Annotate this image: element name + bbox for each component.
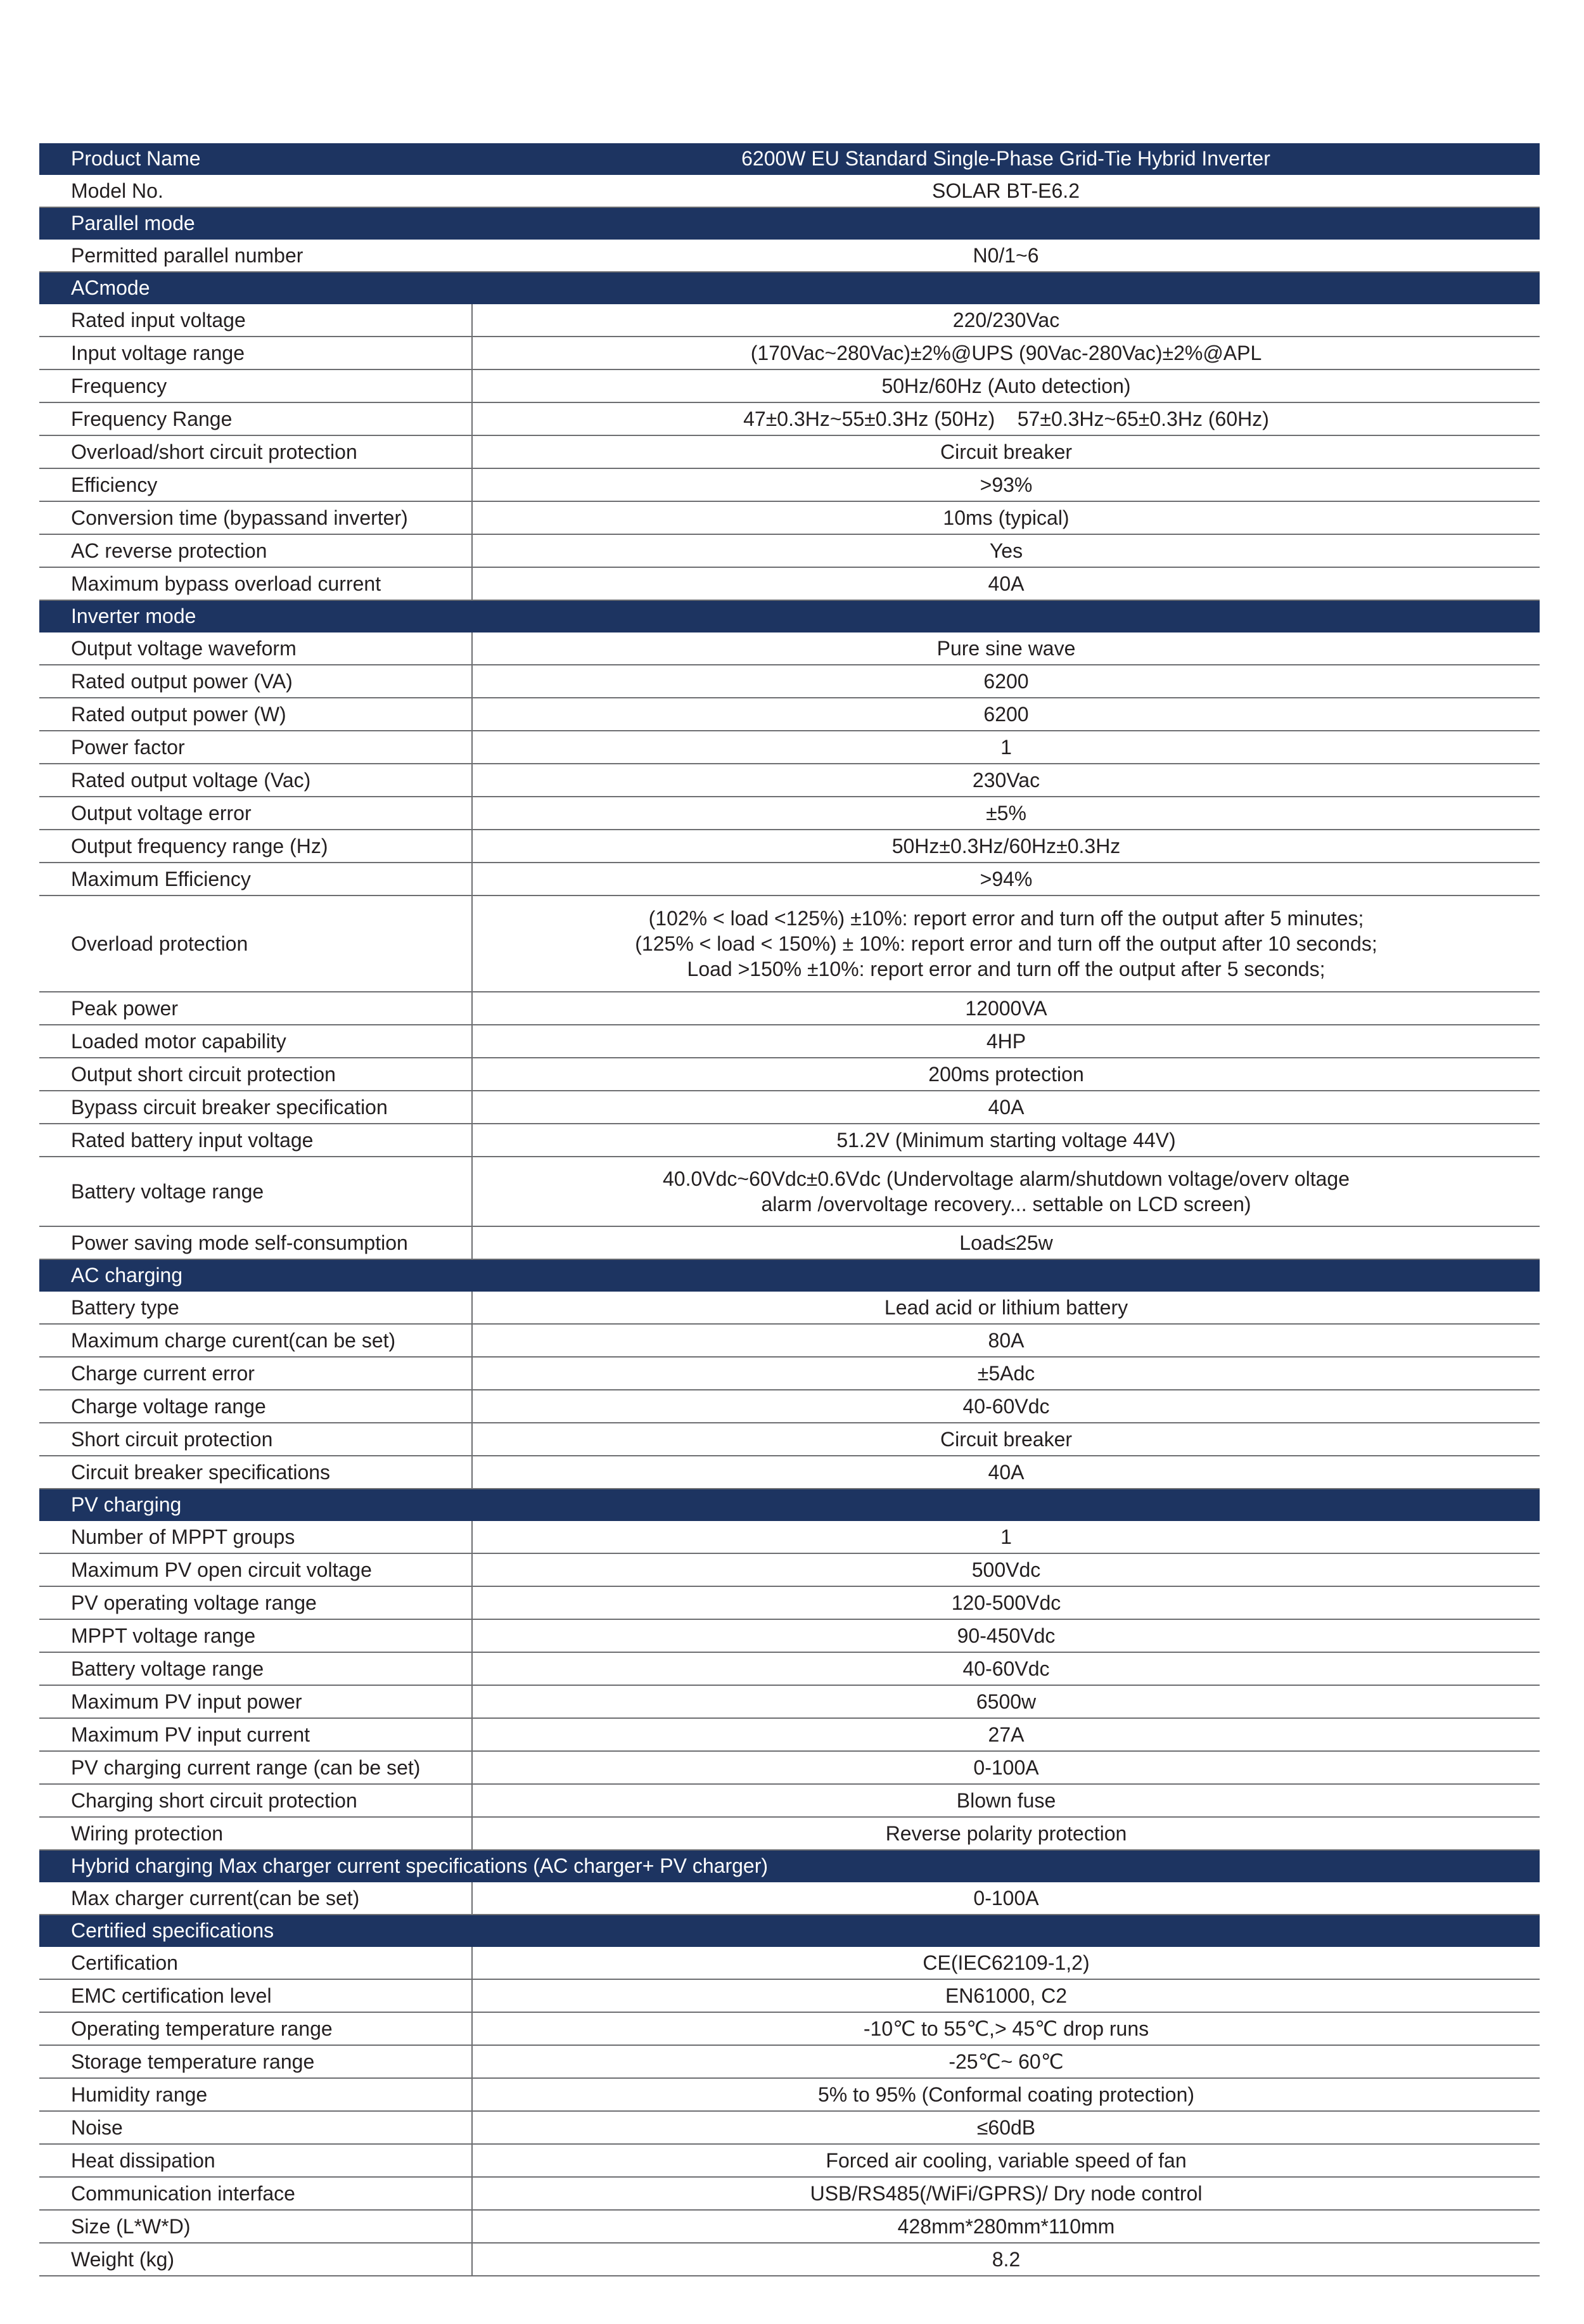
- spec-label: Output voltage waveform: [39, 632, 472, 665]
- spec-value: 27A: [472, 1718, 1540, 1751]
- spec-value: >93%: [472, 468, 1540, 501]
- spec-value: ±5Adc: [472, 1357, 1540, 1390]
- spec-label: Conversion time (bypassand inverter): [39, 501, 472, 534]
- section-title: Hybrid charging Max charger current specifications (AC charger+ PV charger): [39, 1850, 1540, 1882]
- spec-label: Wiring protection: [39, 1817, 472, 1850]
- spec-value: 220/230Vac: [472, 304, 1540, 337]
- spec-row: [39, 1652, 1540, 1685]
- spec-value: 6500w: [472, 1685, 1540, 1718]
- section-header-inverter-mode: [39, 600, 1540, 632]
- spec-row: [39, 632, 1540, 665]
- spec-label: Overload/short circuit protection: [39, 435, 472, 468]
- spec-label: Maximum PV input power: [39, 1685, 472, 1718]
- product-name-row: [39, 143, 1540, 174]
- spec-row: [39, 1390, 1540, 1423]
- spec-value: (170Vac~280Vac)±2%@UPS (90Vac-280Vac)±2%@APL: [472, 337, 1540, 369]
- spec-label: Rated output power (VA): [39, 665, 472, 698]
- spec-label: Loaded motor capability: [39, 1025, 472, 1058]
- spec-label: Frequency Range: [39, 402, 472, 435]
- spec-label: Bypass circuit breaker specification: [39, 1091, 472, 1124]
- spec-label: Max charger current(can be set): [39, 1882, 472, 1915]
- spec-value: Forced air cooling, variable speed of fan: [472, 2144, 1540, 2177]
- spec-row: [39, 2243, 1540, 2276]
- spec-value: 200ms protection: [472, 1058, 1540, 1091]
- spec-row: [39, 1553, 1540, 1586]
- spec-label: Rated output power (W): [39, 698, 472, 731]
- spec-label: Input voltage range: [39, 337, 472, 369]
- spec-value: 8.2: [472, 2243, 1540, 2276]
- spec-value: 5% to 95% (Conformal coating protection): [472, 2078, 1540, 2111]
- spec-value: -10℃ to 55℃,> 45℃ drop runs: [472, 2012, 1540, 2045]
- spec-value: 50Hz±0.3Hz/60Hz±0.3Hz: [472, 830, 1540, 863]
- spec-value: ≤60dB: [472, 2111, 1540, 2144]
- spec-label: Charge voltage range: [39, 1390, 472, 1423]
- section-title: Parallel mode: [39, 207, 1540, 239]
- section-header-ac-charging: [39, 1259, 1540, 1291]
- spec-value: CE(IEC62109-1,2): [472, 1946, 1540, 1979]
- spec-row: [39, 764, 1540, 797]
- spec-label: Overload protection: [39, 896, 472, 992]
- spec-value: -25℃~ 60℃: [472, 2045, 1540, 2078]
- model-value: SOLAR BT-E6.2: [472, 174, 1540, 207]
- spec-row: [39, 1520, 1540, 1553]
- spec-row: [39, 863, 1540, 896]
- product-name-value: 6200W EU Standard Single-Phase Grid-Tie Hybrid Inverter: [472, 143, 1540, 174]
- spec-row-battery-voltage-range: [39, 1157, 1540, 1226]
- spec-value: 40A: [472, 1456, 1540, 1489]
- spec-label: Power factor: [39, 731, 472, 764]
- spec-label: Maximum PV open circuit voltage: [39, 1553, 472, 1586]
- spec-row: [39, 2078, 1540, 2111]
- spec-row: [39, 468, 1540, 501]
- spec-row: [39, 1291, 1540, 1324]
- spec-row: [39, 2111, 1540, 2144]
- spec-value: 40-60Vdc: [472, 1652, 1540, 1685]
- spec-value: EN61000, C2: [472, 1979, 1540, 2012]
- spec-value: 1: [472, 1520, 1540, 1553]
- spec-row: [39, 665, 1540, 698]
- spec-label: Weight (kg): [39, 2243, 472, 2276]
- spec-label: Peak power: [39, 992, 472, 1025]
- spec-row: [39, 1586, 1540, 1619]
- spec-value: 0-100A: [472, 1882, 1540, 1915]
- spec-value: 90-450Vdc: [472, 1619, 1540, 1652]
- spec-value: 80A: [472, 1324, 1540, 1357]
- spec-value: Circuit breaker: [472, 435, 1540, 468]
- spec-row: [39, 1124, 1540, 1157]
- spec-label: EMC certification level: [39, 1979, 472, 2012]
- spec-value: ±5%: [472, 797, 1540, 830]
- spec-label: Noise: [39, 2111, 472, 2144]
- spec-label: Maximum PV input current: [39, 1718, 472, 1751]
- spec-label: MPPT voltage range: [39, 1619, 472, 1652]
- spec-label: Heat dissipation: [39, 2144, 472, 2177]
- spec-row: [39, 1751, 1540, 1784]
- spec-value: 40A: [472, 1091, 1540, 1124]
- spec-value-line: (125% < load < 150%) ± 10%: report error and turn off the output after 10 seconds;: [635, 932, 1377, 955]
- spec-label: Efficiency: [39, 468, 472, 501]
- spec-label: Power saving mode self-consumption: [39, 1226, 472, 1259]
- spec-label: Frequency: [39, 369, 472, 402]
- spec-value: Lead acid or lithium battery: [472, 1291, 1540, 1324]
- spec-value: 0-100A: [472, 1751, 1540, 1784]
- spec-label: AC reverse protection: [39, 534, 472, 567]
- spec-row: [39, 1025, 1540, 1058]
- spec-value: 1: [472, 731, 1540, 764]
- spec-value: N0/1~6: [472, 239, 1540, 272]
- spec-row: [39, 1882, 1540, 1915]
- section-header-certified-specifications: [39, 1915, 1540, 1946]
- spec-row: [39, 1946, 1540, 1979]
- spec-row: [39, 1456, 1540, 1489]
- spec-value-multiline: [472, 896, 1540, 992]
- spec-label: Humidity range: [39, 2078, 472, 2111]
- section-title: ACmode: [39, 272, 1540, 304]
- spec-value: 40A: [472, 567, 1540, 600]
- spec-row: [39, 1226, 1540, 1259]
- spec-value: Pure sine wave: [472, 632, 1540, 665]
- spec-value: Reverse polarity protection: [472, 1817, 1540, 1850]
- spec-value-line: alarm /overvoltage recovery... settable on LCD screen): [761, 1193, 1251, 1216]
- spec-value: 6200: [472, 698, 1540, 731]
- spec-row: [39, 304, 1540, 337]
- spec-value: USB/RS485(/WiFi/GPRS)/ Dry node control: [472, 2177, 1540, 2210]
- spec-row: [39, 1091, 1540, 1124]
- section-header-pv-charging: [39, 1489, 1540, 1520]
- section-header-hybrid-charging: [39, 1850, 1540, 1882]
- spec-row: [39, 402, 1540, 435]
- spec-row: [39, 1685, 1540, 1718]
- spec-value-line: Load >150% ±10%: report error and turn off the output after 5 seconds;: [687, 958, 1325, 980]
- model-label: Model No.: [39, 174, 472, 207]
- spec-value: 500Vdc: [472, 1553, 1540, 1586]
- spec-value: 120-500Vdc: [472, 1586, 1540, 1619]
- spec-value: Yes: [472, 534, 1540, 567]
- spec-row: [39, 797, 1540, 830]
- spec-label: Maximum bypass overload current: [39, 567, 472, 600]
- spec-value: Load≤25w: [472, 1226, 1540, 1259]
- spec-value: 4HP: [472, 1025, 1540, 1058]
- spec-row: [39, 1784, 1540, 1817]
- spec-label: Battery type: [39, 1291, 472, 1324]
- spec-label: Certification: [39, 1946, 472, 1979]
- product-name-label: Product Name: [39, 143, 472, 174]
- section-header-ac-mode: [39, 272, 1540, 304]
- model-row: [39, 174, 1540, 207]
- spec-label: Charge current error: [39, 1357, 472, 1390]
- spec-label: Rated output voltage (Vac): [39, 764, 472, 797]
- spec-row: [39, 1817, 1540, 1850]
- spec-row: [39, 698, 1540, 731]
- spec-row-overload-protection: [39, 896, 1540, 992]
- spec-value: 230Vac: [472, 764, 1540, 797]
- spec-row: [39, 830, 1540, 863]
- spec-value: 50Hz/60Hz (Auto detection): [472, 369, 1540, 402]
- spec-row: [39, 1619, 1540, 1652]
- spec-label: Charging short circuit protection: [39, 1784, 472, 1817]
- section-title: PV charging: [39, 1489, 1540, 1520]
- spec-value: 12000VA: [472, 992, 1540, 1025]
- spec-label: Permitted parallel number: [39, 239, 472, 272]
- spec-value-line: 40.0Vdc~60Vdc±0.6Vdc (Undervoltage alarm/shutdown voltage/overv oltage: [663, 1167, 1350, 1190]
- spec-row: [39, 435, 1540, 468]
- spec-row: [39, 992, 1540, 1025]
- spec-label: Battery voltage range: [39, 1157, 472, 1226]
- spec-label: Storage temperature range: [39, 2045, 472, 2078]
- spec-row: [39, 2210, 1540, 2243]
- spec-row: [39, 731, 1540, 764]
- spec-table: [39, 143, 1540, 2276]
- spec-value: 10ms (typical): [472, 501, 1540, 534]
- spec-row: [39, 369, 1540, 402]
- spec-row: [39, 239, 1540, 272]
- spec-row: [39, 1979, 1540, 2012]
- spec-label: Battery voltage range: [39, 1652, 472, 1685]
- spec-row: [39, 1058, 1540, 1091]
- spec-label: Operating temperature range: [39, 2012, 472, 2045]
- spec-label: Maximum Efficiency: [39, 863, 472, 896]
- spec-row: [39, 1423, 1540, 1456]
- spec-value: >94%: [472, 863, 1540, 896]
- spec-label: Short circuit protection: [39, 1423, 472, 1456]
- spec-row: [39, 1357, 1540, 1390]
- spec-value-multiline: [472, 1157, 1540, 1226]
- spec-row: [39, 2045, 1540, 2078]
- spec-label: Maximum charge curent(can be set): [39, 1324, 472, 1357]
- spec-label: Rated battery input voltage: [39, 1124, 472, 1157]
- section-header-parallel: [39, 207, 1540, 239]
- spec-label: Size (L*W*D): [39, 2210, 472, 2243]
- spec-value: 51.2V (Minimum starting voltage 44V): [472, 1124, 1540, 1157]
- spec-label: Output voltage error: [39, 797, 472, 830]
- spec-row: [39, 1324, 1540, 1357]
- spec-label: Communication interface: [39, 2177, 472, 2210]
- spec-row: [39, 534, 1540, 567]
- spec-value: 40-60Vdc: [472, 1390, 1540, 1423]
- spec-row: [39, 2012, 1540, 2045]
- section-title: AC charging: [39, 1259, 1540, 1291]
- spec-label: Number of MPPT groups: [39, 1520, 472, 1553]
- spec-value: 6200: [472, 665, 1540, 698]
- spec-row: [39, 2177, 1540, 2210]
- spec-label: Circuit breaker specifications: [39, 1456, 472, 1489]
- spec-label: PV charging current range (can be set): [39, 1751, 472, 1784]
- spec-value-line: (102% < load <125%) ±10%: report error and turn off the output after 5 minutes;: [648, 907, 1364, 930]
- spec-row: [39, 501, 1540, 534]
- spec-row: [39, 2144, 1540, 2177]
- spec-value: Circuit breaker: [472, 1423, 1540, 1456]
- spec-label: Rated input voltage: [39, 304, 472, 337]
- spec-value: 47±0.3Hz~55±0.3Hz (50Hz) 57±0.3Hz~65±0.3Hz (60Hz): [472, 402, 1540, 435]
- spec-label: Output frequency range (Hz): [39, 830, 472, 863]
- spec-label: PV operating voltage range: [39, 1586, 472, 1619]
- section-title: Inverter mode: [39, 600, 1540, 632]
- spec-value: 428mm*280mm*110mm: [472, 2210, 1540, 2243]
- spec-row: [39, 337, 1540, 369]
- section-title: Certified specifications: [39, 1915, 1540, 1946]
- spec-label: Output short circuit protection: [39, 1058, 472, 1091]
- spec-row: [39, 567, 1540, 600]
- spec-value: Blown fuse: [472, 1784, 1540, 1817]
- spec-row: [39, 1718, 1540, 1751]
